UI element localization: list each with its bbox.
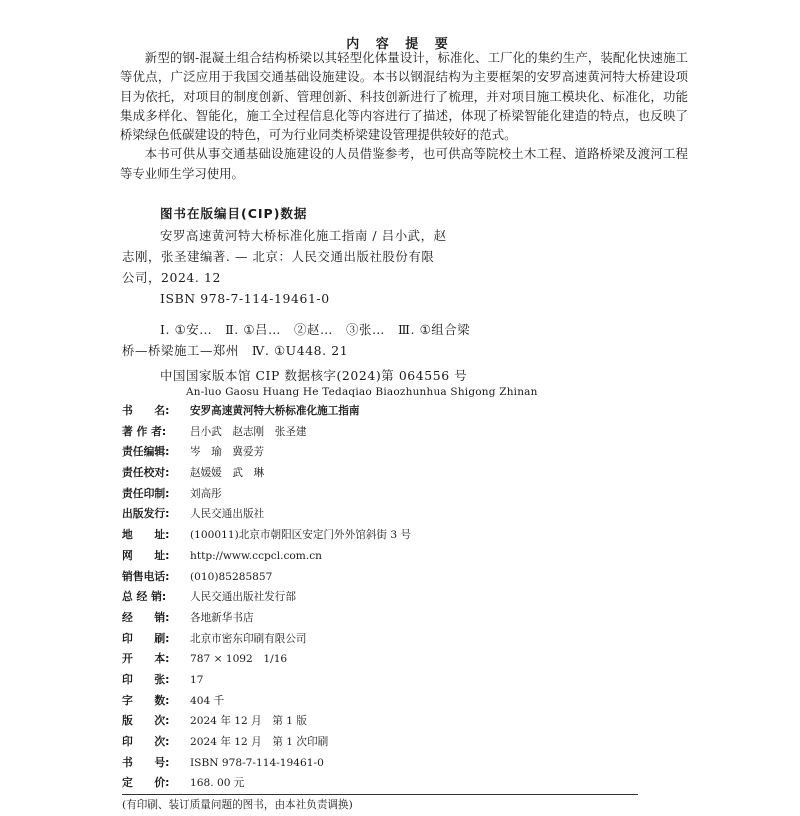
pinyin-title: An-luo Gaosu Huang He Tedaqiao Biaozhunhua Shigong Zhinan (186, 386, 538, 398)
row-value: http://www.ccpcl.com.cn (190, 549, 322, 562)
row-value: 赵媛媛 武 琳 (190, 467, 265, 480)
colophon-row-printer (122, 629, 682, 650)
row-value: (100011)北京市朝阳区安定门外外馆斜街 3 号 (190, 529, 412, 542)
row-value: 787 × 1092 1/16 (190, 653, 288, 666)
row-value: 岑 瑜 冀爱芳 (190, 446, 265, 459)
cip-line: 安罗高速黄河特大桥标准化施工指南 / 吕小武，赵 (160, 228, 447, 243)
row-label: 印 次: (122, 735, 170, 748)
summary-text (120, 48, 688, 183)
row-label: 著 作 者: (122, 424, 167, 438)
colophon-row-title (122, 401, 682, 422)
colophon-row-price (122, 773, 638, 795)
colophon-row-printing-supervisor (122, 484, 682, 505)
row-label: 版 次: (122, 714, 170, 728)
row-value: 人民交通出版社发行部 (190, 591, 296, 604)
row-value: (010)85285857 (190, 570, 273, 583)
quality-note (122, 795, 682, 816)
row-label: 责任印制: (122, 486, 170, 500)
row-label: 出版发行: (122, 507, 170, 521)
row-value: 刘高彤 (190, 487, 222, 500)
row-value: 17 (190, 673, 204, 686)
cip-line: 公司，2024. 12 (122, 270, 221, 285)
colophon-row-address (122, 525, 682, 546)
colophon-row-sales-phone (122, 567, 682, 588)
cip-title: 图书在版编目(CIP)数据 (160, 206, 308, 221)
row-label: 经 销: (122, 610, 170, 624)
summary-paragraph-1: 新型的钢-混凝土组合结构桥梁以其轻型化体量设计，标准化、工厂化的集约生产，装配化快速施工等优点，广泛应用于我国交通基础设施建设。本书以钢混结构为主要框架的安罗高速黄河特大桥建设项目为依托，对项目的制度创新、管理创新、科技创新进行了梳理，并对项目施工模块化、标准化，功能集成多样化、智能化，施工全过程信息化等内容进行了描述，体现了桥梁智能化建造的特点，也反映了桥梁绿色低碳建设的特色，可为行业同类桥梁建设管理提供较好的范式。 (120, 50, 688, 143)
summary-paragraph-2: 本书可供从事交通基础设施建设的人员借鉴参考，也可供高等院校土木工程、道路桥梁及渡河工程等专业师生学习使用。 (120, 146, 688, 181)
colophon-row-proofreaders (122, 463, 682, 484)
colophon-row-editors (122, 442, 682, 463)
row-label: 印 张: (122, 672, 170, 686)
colophon-row-authors (122, 422, 682, 443)
colophon-row-publisher (122, 504, 682, 525)
cip-record-number: 中国国家版本馆 CIP 数据核字(2024)第 064556 号 (160, 368, 468, 383)
row-label: 责任校对: (122, 466, 170, 480)
row-value: 2024 年 12 月 第 1 版 (190, 715, 307, 728)
cip-block (122, 203, 722, 386)
row-label: 印 刷: (122, 631, 170, 645)
row-label: 字 数: (122, 693, 170, 707)
colophon-row-retailer (122, 608, 682, 629)
row-value: 北京市密东印刷有限公司 (190, 632, 307, 645)
colophon-row-word-count (122, 691, 682, 712)
colophon-row-isbn (122, 753, 682, 774)
row-label: 地 址: (122, 528, 170, 542)
cip-classification: Ⅰ. ①安… Ⅱ. ①吕… ②赵… ③张… Ⅲ. ①组合梁 (160, 322, 471, 337)
row-label: 开 本: (122, 652, 170, 666)
quality-note-text: (有印刷、装订质量问题的图书，由本社负责调换) (122, 799, 353, 812)
colophon-row-impression (122, 732, 682, 753)
row-value: ISBN 978-7-114-19461-0 (190, 756, 324, 769)
row-value: 2024 年 12 月 第 1 次印刷 (190, 736, 329, 748)
book-title: 安罗高速黄河特大桥标准化施工指南 (190, 405, 360, 417)
cip-line: 志刚，张圣建编著. — 北京：人民交通出版社股份有限 (122, 249, 435, 264)
row-value: 168. 00 元 (190, 777, 245, 790)
row-label: 书 名: (122, 404, 170, 417)
row-value: 吕小武 赵志刚 张圣建 (190, 425, 307, 438)
row-label: 销售电话: (122, 569, 170, 583)
colophon (122, 401, 682, 816)
row-value: 404 千 (190, 694, 225, 707)
cip-isbn: ISBN 978-7-114-19461-0 (160, 291, 330, 306)
colophon-row-website (122, 546, 682, 567)
colophon-row-format (122, 649, 682, 670)
row-value: 各地新华书店 (190, 611, 254, 624)
row-label: 责任编辑: (122, 445, 170, 459)
colophon-row-sheets (122, 670, 682, 691)
colophon-row-distributor (122, 587, 682, 608)
row-label: 网 址: (122, 548, 170, 562)
summary-title: 内 容 提 要 (346, 37, 454, 52)
row-label: 书 号: (122, 755, 170, 769)
row-value: 人民交通出版社 (190, 508, 265, 521)
row-label: 定 价: (122, 776, 170, 790)
row-label: 总 经 销: (122, 590, 167, 604)
colophon-row-edition (122, 711, 682, 732)
cip-line: 桥—桥梁施工—郑州 Ⅳ. ①U448. 21 (122, 343, 349, 358)
